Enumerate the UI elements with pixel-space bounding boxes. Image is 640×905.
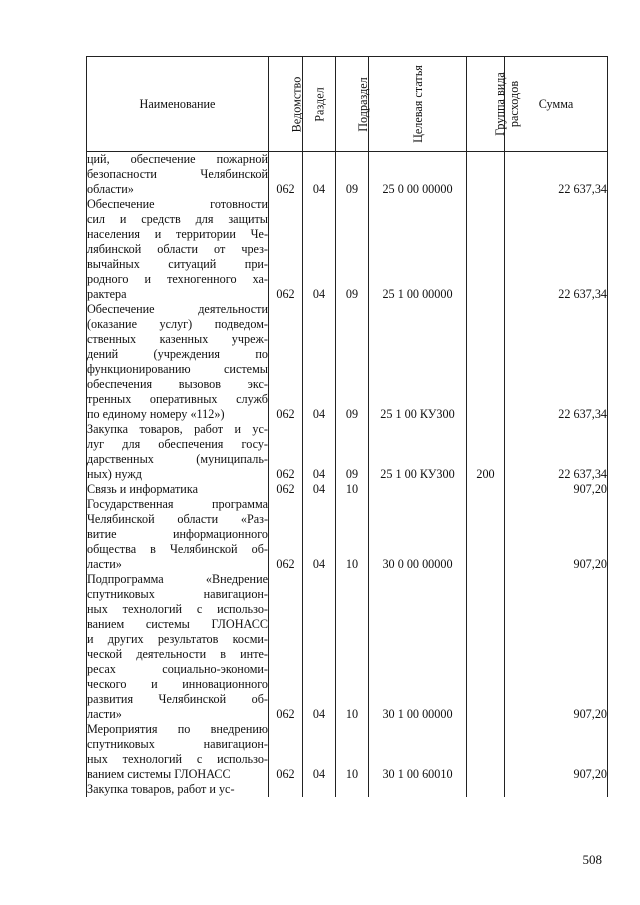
row-name-line: Закупка товаров, работ и ус- [87, 422, 268, 436]
row-gruppa: 200 [467, 422, 505, 482]
row-name-line: развития Челябинской об- [87, 692, 268, 706]
table-row [87, 482, 608, 497]
row-name-line: Подпрограмма «Внедрение [87, 572, 268, 586]
row-summa [505, 782, 608, 797]
row-summa: 22 637,34 [505, 152, 608, 198]
row-summa: 22 637,34 [505, 422, 608, 482]
row-vedomstvo [269, 782, 303, 797]
row-celevaya [369, 482, 467, 497]
row-celevaya [369, 782, 467, 797]
row-podrazdel: 10 [336, 482, 369, 497]
row-name-line: безопасности Челябинской [87, 167, 268, 181]
row-name-line: ласти» [87, 707, 122, 721]
row-gruppa [467, 782, 505, 797]
row-name [87, 422, 269, 482]
row-name-line: ственных казенных учреж- [87, 332, 268, 346]
row-name-line: по единому номеру «112») [87, 407, 225, 421]
row-name-line: Закупка товаров, работ и ус- [87, 782, 235, 796]
row-gruppa [467, 197, 505, 302]
row-name-line: ванием системы ГЛОНАСС [87, 767, 231, 781]
row-celevaya: 25 1 00 00000 [369, 197, 467, 302]
header-razdel: Раздел [303, 57, 336, 152]
row-gruppa [467, 497, 505, 572]
row-summa: 907,20 [505, 722, 608, 782]
table-body [87, 152, 608, 798]
row-name-line: дарственных (муниципаль- [87, 452, 268, 466]
header-celevaya: Целевая статья [369, 57, 467, 152]
row-celevaya: 30 1 00 00000 [369, 572, 467, 722]
row-celevaya: 25 1 00 КУ300 [369, 302, 467, 422]
row-razdel: 04 [303, 422, 336, 482]
row-podrazdel: 09 [336, 152, 369, 198]
budget-table [86, 56, 608, 797]
row-gruppa [467, 482, 505, 497]
row-vedomstvo: 062 [269, 302, 303, 422]
row-name-line: вычайных ситуаций при- [87, 257, 268, 271]
row-name-line: лябинской области от чрез- [87, 242, 268, 256]
row-podrazdel: 10 [336, 722, 369, 782]
row-vedomstvo: 062 [269, 722, 303, 782]
row-summa: 22 637,34 [505, 197, 608, 302]
row-name-line: Государственная программа [87, 497, 268, 511]
row-name-line: населения и территории Че- [87, 227, 268, 241]
row-celevaya: 25 0 00 00000 [369, 152, 467, 198]
row-name-line: дений (учреждения по [87, 347, 268, 361]
row-name [87, 302, 269, 422]
row-name-line: функционированию системы [87, 362, 268, 376]
row-name-line: спутниковых навигацион- [87, 737, 268, 751]
row-name-line: ций, обеспечение пожарной [87, 152, 268, 166]
row-name-line: рактера [87, 287, 127, 301]
header-name: Наименование [87, 57, 269, 152]
row-name-line: тренных оперативных служб [87, 392, 268, 406]
row-vedomstvo: 062 [269, 152, 303, 198]
table-row [87, 302, 608, 422]
row-vedomstvo: 062 [269, 497, 303, 572]
header-podrazdel: Подраздел [336, 57, 369, 152]
row-summa: 907,20 [505, 497, 608, 572]
table-row [87, 197, 608, 302]
page-number: 508 [582, 852, 602, 867]
header-summa: Сумма [505, 57, 608, 152]
row-name-line: Связь и информатика [87, 482, 198, 496]
row-vedomstvo: 062 [269, 197, 303, 302]
row-celevaya: 25 1 00 КУ300 [369, 422, 467, 482]
row-name [87, 482, 269, 497]
row-name-line: ласти» [87, 557, 122, 571]
row-razdel: 04 [303, 197, 336, 302]
row-name-line: Челябинской области «Раз- [87, 512, 268, 526]
row-name-line: спутниковых навигацион- [87, 587, 268, 601]
row-name-line: Обеспечение деятельности [87, 302, 268, 316]
row-name-line: луг для обеспечения госу- [87, 437, 268, 451]
row-name-line: и других результатов косми- [87, 632, 268, 646]
row-name [87, 152, 269, 198]
row-summa: 22 637,34 [505, 302, 608, 422]
row-name-line: Обеспечение готовности [87, 197, 268, 211]
row-summa: 907,20 [505, 482, 608, 497]
row-gruppa [467, 302, 505, 422]
row-razdel: 04 [303, 722, 336, 782]
header-vedomstvo: Ведомство [269, 57, 303, 152]
row-vedomstvo: 062 [269, 422, 303, 482]
row-razdel [303, 782, 336, 797]
table-row [87, 422, 608, 482]
row-name-line: общества в Челябинской об- [87, 542, 268, 556]
row-name-line: области» [87, 182, 134, 196]
row-razdel: 04 [303, 482, 336, 497]
row-name-line: ных) нужд [87, 467, 142, 481]
table-row [87, 497, 608, 572]
row-name [87, 497, 269, 572]
row-name [87, 197, 269, 302]
row-podrazdel [336, 782, 369, 797]
row-name-line: витие информационного [87, 527, 268, 541]
table-header-row [87, 57, 608, 152]
row-name-line: ных технологий с использо- [87, 752, 268, 766]
row-name-line: родного и техногенного ха- [87, 272, 268, 286]
row-razdel: 04 [303, 302, 336, 422]
row-name-line: ванием системы ГЛОНАСС [87, 617, 268, 631]
row-name-line: ческого и инновационного [87, 677, 268, 691]
table-row [87, 152, 608, 198]
row-summa: 907,20 [505, 572, 608, 722]
table-row [87, 722, 608, 782]
row-vedomstvo: 062 [269, 482, 303, 497]
row-name-line: ческой деятельности в инте- [87, 647, 268, 661]
row-name-line: ных технологий с использо- [87, 602, 268, 616]
row-podrazdel: 09 [336, 302, 369, 422]
row-podrazdel: 09 [336, 422, 369, 482]
row-razdel: 04 [303, 497, 336, 572]
row-celevaya: 30 1 00 60010 [369, 722, 467, 782]
row-name [87, 572, 269, 722]
row-name [87, 782, 269, 797]
row-name-line: обеспечения вызовов экс- [87, 377, 268, 391]
row-name-line: Мероприятия по внедрению [87, 722, 268, 736]
row-podrazdel: 10 [336, 572, 369, 722]
row-vedomstvo: 062 [269, 572, 303, 722]
row-gruppa [467, 152, 505, 198]
row-name-line: сил и средств для защиты [87, 212, 268, 226]
row-name-line: ресах социально-экономи- [87, 662, 268, 676]
row-name [87, 722, 269, 782]
row-celevaya: 30 0 00 00000 [369, 497, 467, 572]
row-gruppa [467, 722, 505, 782]
table-row [87, 572, 608, 722]
header-gruppa: Группа вида расходов [467, 57, 505, 152]
table-row [87, 782, 608, 797]
row-podrazdel: 10 [336, 497, 369, 572]
row-razdel: 04 [303, 572, 336, 722]
row-gruppa [467, 572, 505, 722]
row-razdel: 04 [303, 152, 336, 198]
row-podrazdel: 09 [336, 197, 369, 302]
row-name-line: (оказание услуг) подведом- [87, 317, 268, 331]
